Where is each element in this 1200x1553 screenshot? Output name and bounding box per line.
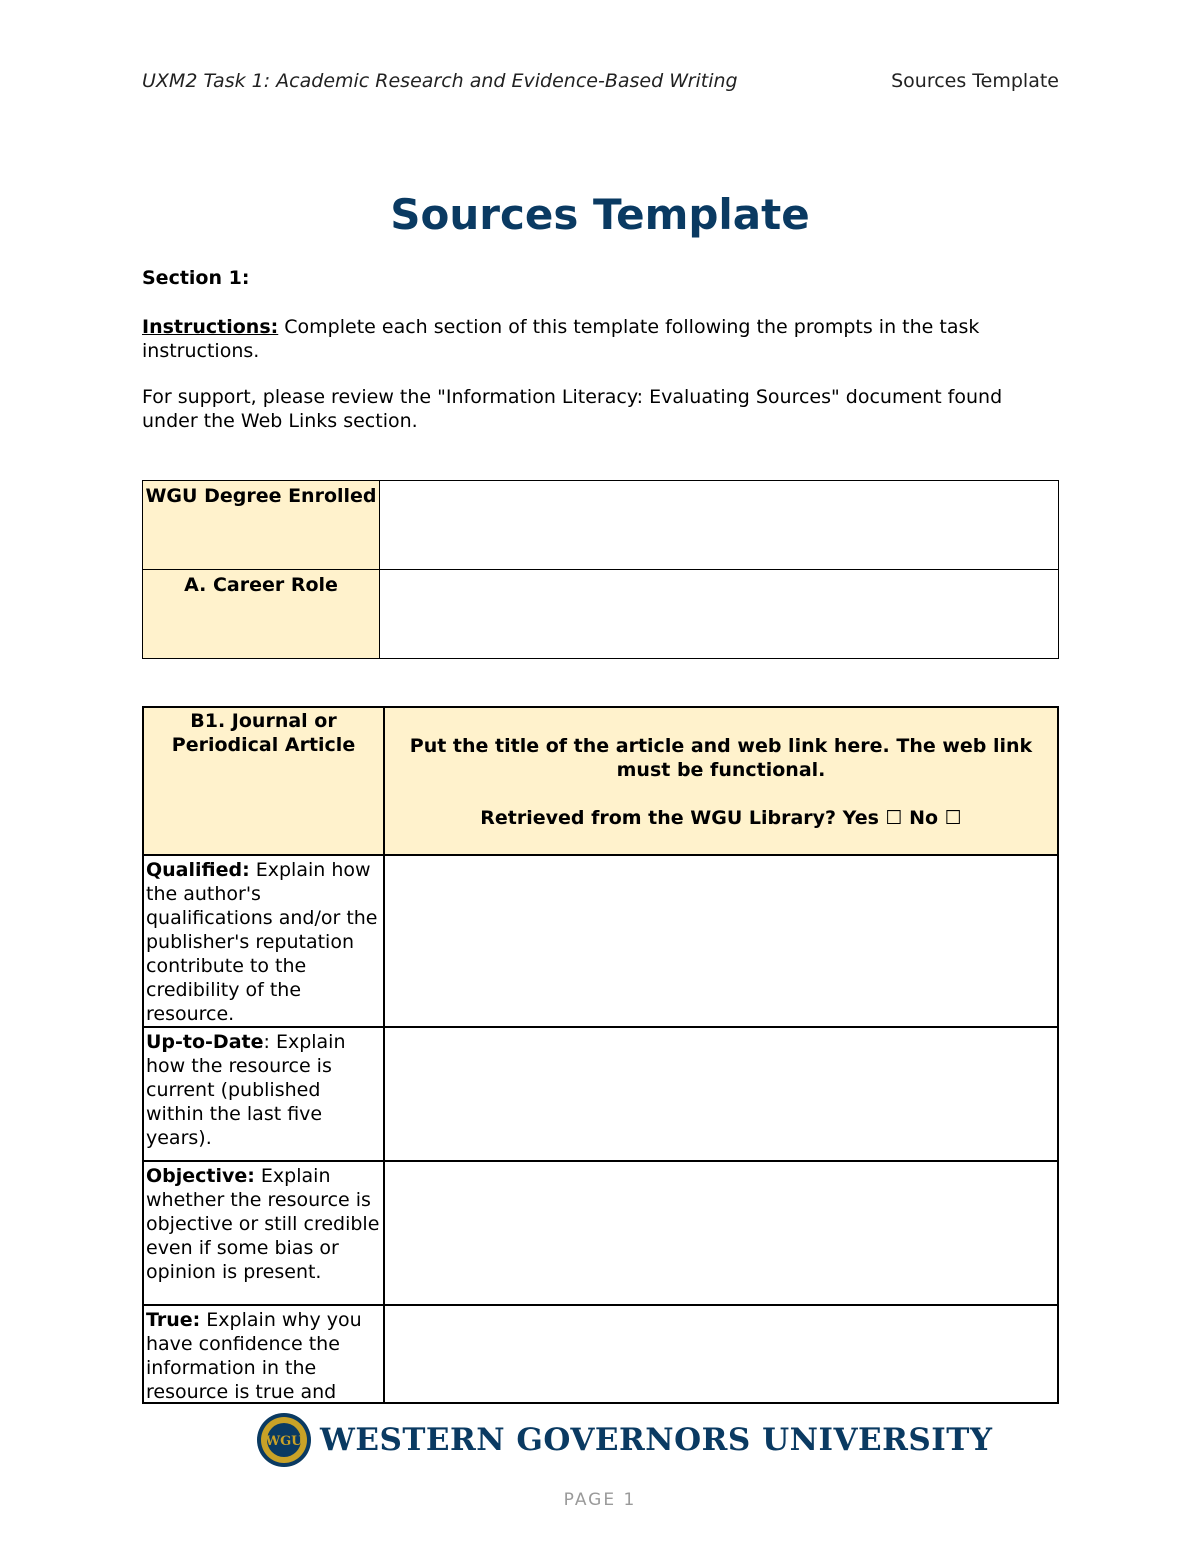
criterion-desc: Explain why you have confidence the information in the resource is true and <box>146 1309 362 1402</box>
table-row <box>143 855 1058 1027</box>
degree-entry-cell[interactable] <box>380 481 1059 570</box>
support-paragraph: For support, please review the "Information Literacy: Evaluating Sources" document found under the Web Links section. <box>142 386 1003 432</box>
article-label: B1. Journal or Periodical Article <box>143 707 384 855</box>
career-role-entry-cell[interactable] <box>380 570 1059 659</box>
criterion-term: Objective: <box>146 1165 255 1187</box>
wgu-seal-icon <box>256 1412 312 1468</box>
true-entry-cell[interactable] <box>384 1305 1058 1403</box>
table-row <box>143 1161 1058 1305</box>
table-row <box>143 707 1058 855</box>
qualified-criterion <box>143 855 384 1027</box>
table-row <box>143 1305 1058 1403</box>
section-heading: Section 1: <box>142 267 250 289</box>
criterion-desc: Explain whether the resource is objective or still credible even if some bias or opinion is present. <box>146 1165 380 1283</box>
table-row <box>143 570 1059 659</box>
criterion-desc: : Explain how the resource is current (published within the last five years). <box>146 1031 346 1149</box>
qualified-entry-cell[interactable] <box>384 855 1058 1027</box>
table-row <box>143 481 1059 570</box>
table-row <box>143 1027 1058 1161</box>
logo-wordmark: WESTERN GOVERNORS UNIVERSITY <box>320 1422 993 1458</box>
header-left-text: UXM2 Task 1: Academic Research and Evidence-Based Writing <box>142 70 738 92</box>
criterion-term: True: <box>146 1309 201 1331</box>
library-question: Retrieved from the WGU Library? Yes ☐ No ☐ <box>480 807 962 829</box>
true-criterion <box>143 1305 384 1403</box>
criterion-desc: Explain how the author's qualifications and/or the publisher's reputation contribute to the credibility of the resource. <box>146 859 378 1025</box>
source-evaluation-table <box>142 706 1059 1404</box>
page-title: Sources Template <box>390 190 810 239</box>
career-role-label: A. Career Role <box>143 570 380 659</box>
header-right-text: Sources Template <box>891 70 1059 92</box>
instructions-paragraph <box>142 315 1062 363</box>
up-to-date-criterion <box>143 1027 384 1161</box>
instructions-label: Instructions: <box>142 316 279 338</box>
page-number: PAGE 1 <box>563 1490 637 1510</box>
article-prompt: Put the title of the article and web link here. The web link must be functional. <box>409 735 1033 781</box>
objective-criterion <box>143 1161 384 1305</box>
seal-text: WGU <box>265 1434 303 1449</box>
article-entry-cell[interactable] <box>384 707 1058 855</box>
degree-career-table <box>142 480 1059 659</box>
criterion-term: Up-to-Date <box>146 1031 264 1053</box>
criterion-term: Qualified: <box>146 859 250 881</box>
degree-label: WGU Degree Enrolled <box>143 481 380 570</box>
instructions-text: Complete each section of this template following the prompts in the task instructions. <box>142 316 980 362</box>
objective-entry-cell[interactable] <box>384 1161 1058 1305</box>
up-to-date-entry-cell[interactable] <box>384 1027 1058 1161</box>
